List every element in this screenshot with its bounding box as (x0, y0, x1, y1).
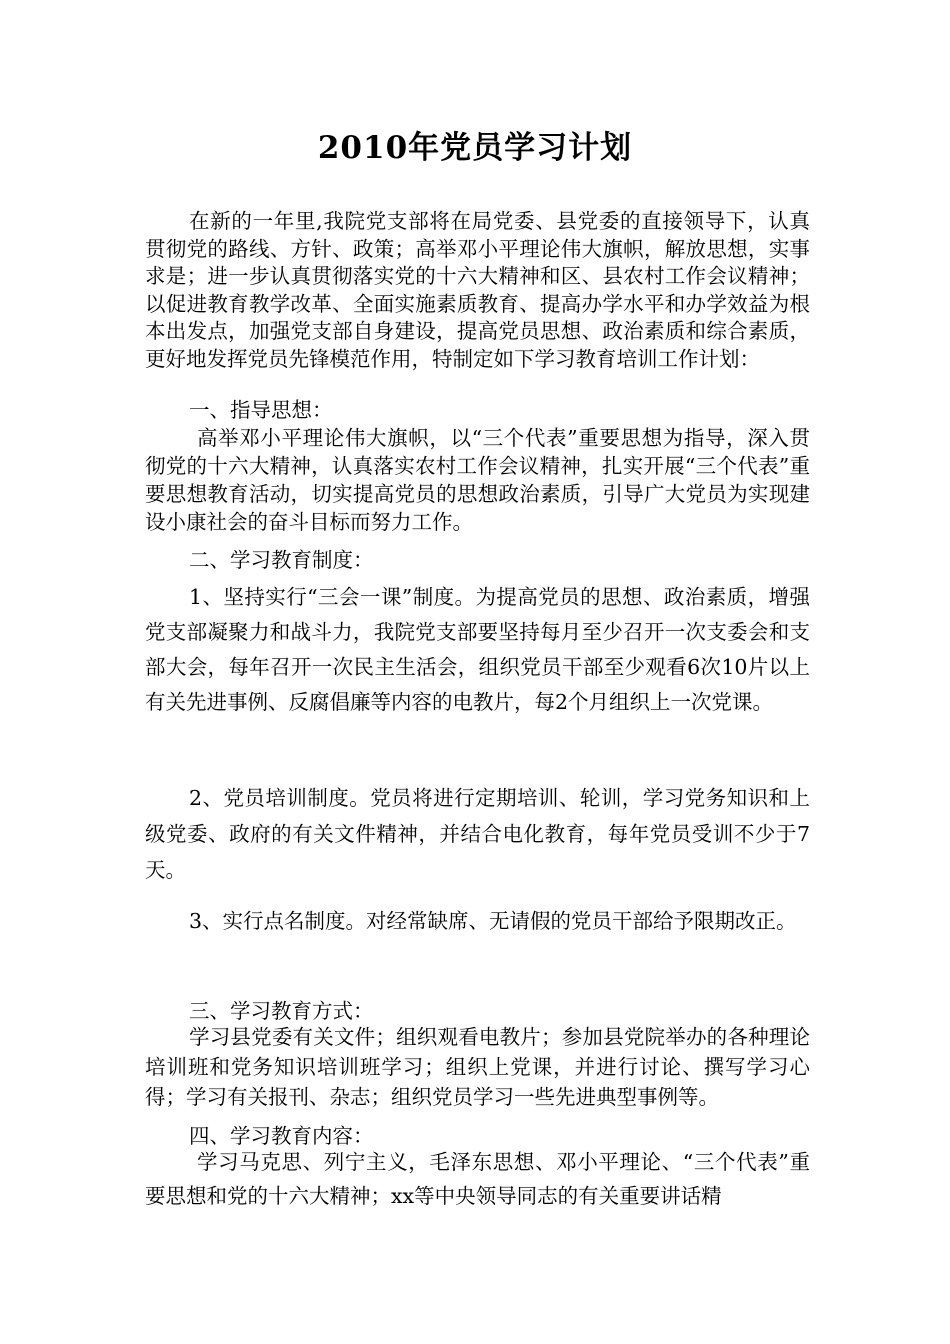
section4-body: 学习马克思、列宁主义，毛泽东思想、邓小平理论、“三个代表”重要思想和党的十六大精神；xx等中央领导同志的有关重要讲话精 (145, 1150, 810, 1208)
section2-heading: 二、学习教育制度： (189, 548, 374, 572)
section4-heading: 四、学习教育内容： (189, 1124, 374, 1148)
section3-body: 学习县党委有关文件；组织观看电教片；参加县党院举办的各种理论培训班和党务知识培训班学习；组织上党课，并进行讨论、撰写学习心得；学习有关报刊、杂志；组织党员学习一些先进典型事例等。 (145, 1025, 810, 1109)
section3-heading: 三、学习教育方式： (189, 999, 374, 1023)
section1-body: 高举邓小平理论伟大旗帜，以“三个代表”重要思想为指导，深入贯彻党的十六大精神，认真落实农村工作会议精神，扎实开展“三个代表”重要思想教育活动，切实提高党员的思想政治素质，引导广大党员为实现建设小康社会的奋斗目标而努力工作。 (145, 426, 810, 534)
document-title: 2010年党员学习计划 (317, 130, 633, 166)
section2-item3: 3、实行点名制度。对经常缺席、无请假的党员干部给予限期改正。 (189, 909, 797, 933)
section2-item1: 1、坚持实行“三会一课”制度。为提高党员的思想、政治素质，增强党支部凝聚力和战斗力，我院党支部要坚持每月至少召开一次支委会和支部大会，每年召开一次民主生活会，组织党员干部至少观看6次10片以上有关先进事例、反腐倡廉等内容的电教片，每2个月组织上一次党课。 (145, 585, 810, 714)
intro-paragraph: 在新的一年里,我院党支部将在局党委、县党委的直接领导下，认真贯彻党的路线、方针、政策；高举邓小平理论伟大旗帜，解放思想，实事求是；进一步认真贯彻落实党的十六大精神和区、县农村工作会议精神；以促进教育教学改革、全面实施素质教育、提高办学水平和办学效益为根本出发点，加强党支部自身建设，提高党员思想、政治素质和综合素质，更好地发挥党员先锋模范作用，特制定如下学习教育培训工作计划： (145, 209, 810, 371)
section1-heading: 一、指导思想： (189, 398, 333, 422)
section2-item2: 2、党员培训制度。党员将进行定期培训、轮训，学习党务知识和上级党委、政府的有关文件精神，并结合电化教育，每年党员受训不少于7天。 (145, 786, 810, 882)
